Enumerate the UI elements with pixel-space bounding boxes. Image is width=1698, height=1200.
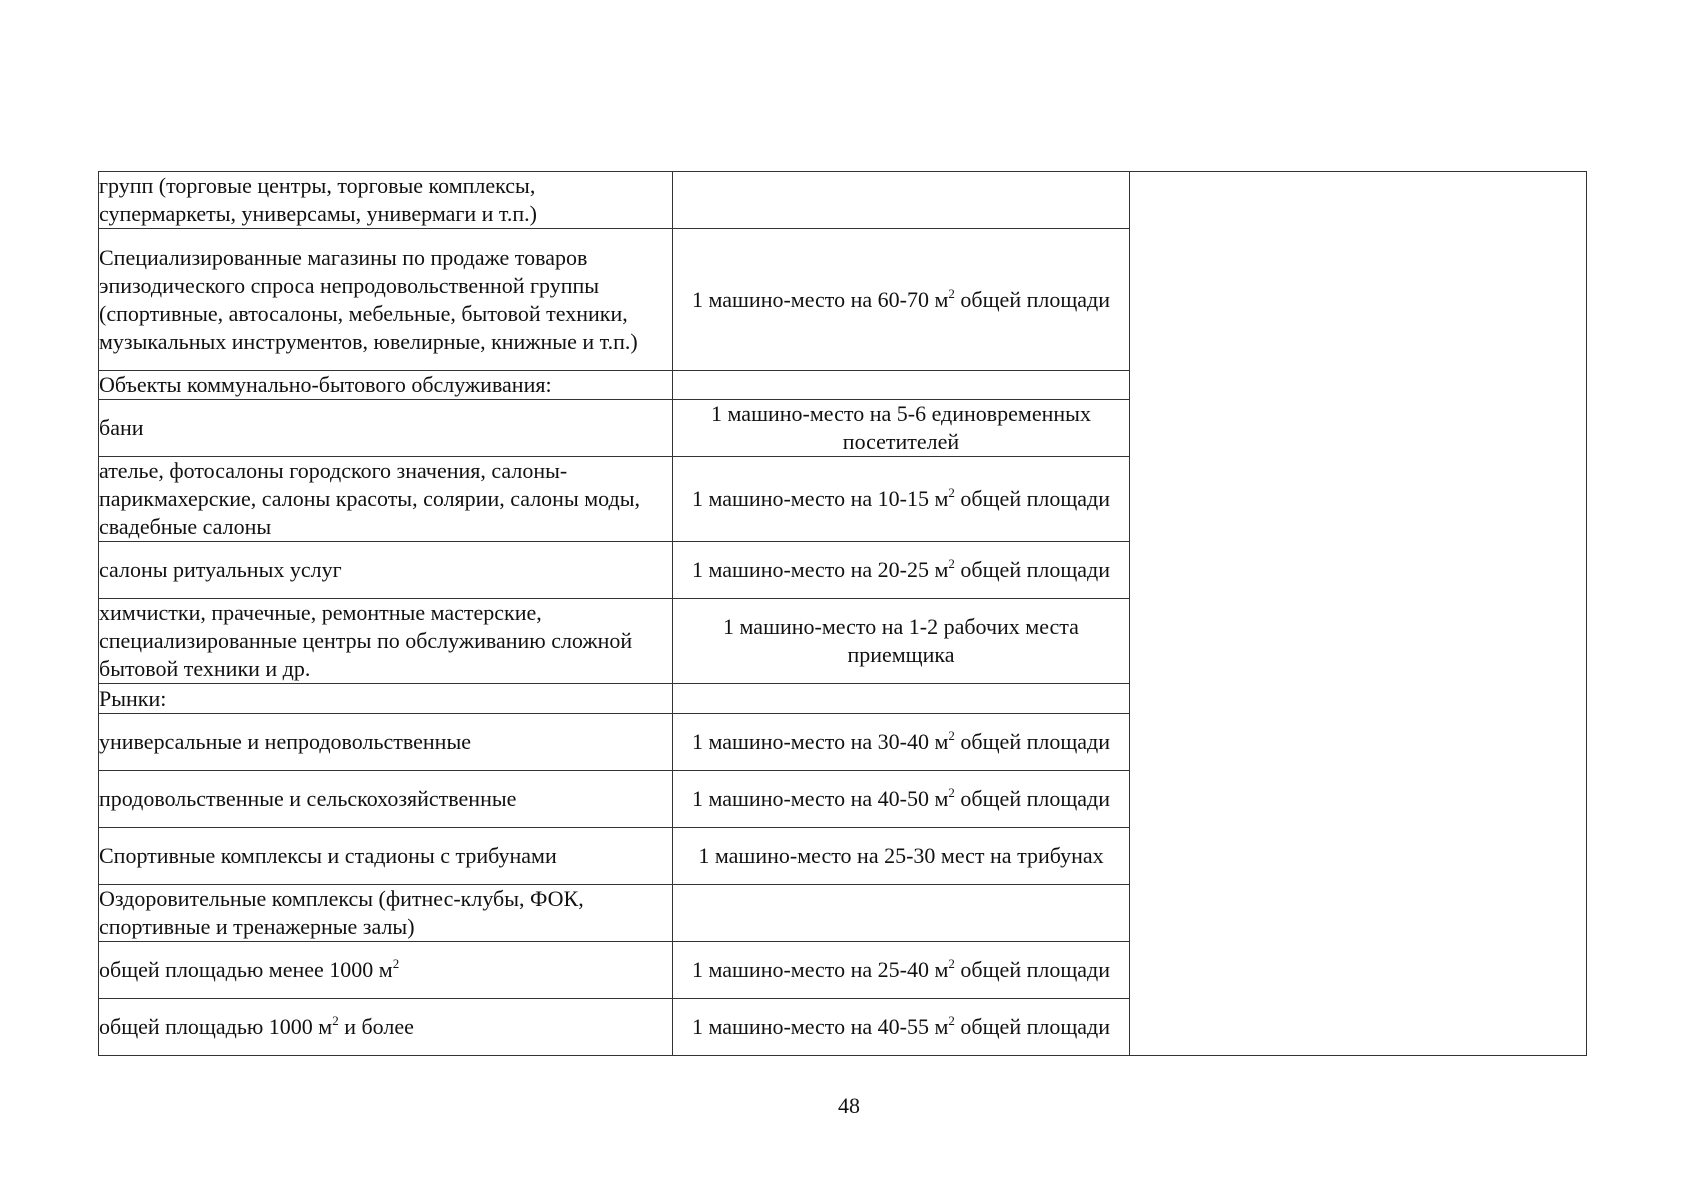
parking-norm-cell	[673, 684, 1130, 714]
object-type-cell: ателье, фотосалоны городского значения, салоны-парикмахерские, салоны красоты, солярии, салоны моды, свадебные салоны	[99, 457, 673, 542]
object-type-cell: Рынки:	[99, 684, 673, 714]
empty-notes-cell	[1130, 172, 1587, 1056]
object-type-cell: бани	[99, 400, 673, 457]
object-type-cell: салоны ритуальных услуг	[99, 542, 673, 599]
object-type-cell: химчистки, прачечные, ремонтные мастерские, специализированные центры по обслуживанию сложной бытовой техники и др.	[99, 599, 673, 684]
parking-norm-cell: 1 машино-место на 40-50 $м^2$ общей площади	[673, 771, 1130, 828]
object-type-cell: Оздоровительные комплексы (фитнес-клубы, ФОК, спортивные и тренажерные залы)	[99, 885, 673, 942]
parking-norm-cell	[673, 885, 1130, 942]
object-type-cell: общей площадью менее 1000 $м^2$	[99, 942, 673, 999]
object-type-cell: групп (торговые центры, торговые комплексы, супермаркеты, универсамы, универмаги и т.п.)	[99, 172, 673, 229]
table-body	[99, 172, 1587, 1056]
parking-norms-table	[98, 171, 1587, 1056]
parking-norm-cell: 1 машино-место на 1-2 рабочих места приемщика	[673, 599, 1130, 684]
table-row	[99, 172, 1587, 229]
parking-norm-cell	[673, 172, 1130, 229]
parking-norm-cell: 1 машино-место на 25-40 $м^2$ общей площади	[673, 942, 1130, 999]
parking-norm-cell: 1 машино-место на 5-6 единовременных посетителей	[673, 400, 1130, 457]
object-type-cell: Специализированные магазины по продаже товаров эпизодического спроса непродовольственной группы (спортивные, автосалоны, мебельные, бытовой техники, музыкальных инструментов, ювелирные, книжные и т.п.)	[99, 229, 673, 371]
object-type-cell: Объекты коммунально-бытового обслуживания:	[99, 371, 673, 400]
object-type-cell: Спортивные комплексы и стадионы с трибунами	[99, 828, 673, 885]
object-type-cell: продовольственные и сельскохозяйственные	[99, 771, 673, 828]
object-type-cell: универсальные и непродовольственные	[99, 714, 673, 771]
parking-norm-cell: 1 машино-место на 10-15 $м^2$ общей площади	[673, 457, 1130, 542]
parking-norm-cell: 1 машино-место на 60-70 $м^2$ общей площади	[673, 229, 1130, 371]
page-number: 48	[838, 1093, 860, 1118]
object-type-cell: общей площадью 1000 $м^2$ и более	[99, 999, 673, 1056]
parking-norm-cell: 1 машино-место на 20-25 $м^2$ общей площади	[673, 542, 1130, 599]
parking-norm-cell: 1 машино-место на 30-40 $м^2$ общей площади	[673, 714, 1130, 771]
parking-norm-cell: 1 машино-место на 25-30 мест на трибунах	[673, 828, 1130, 885]
parking-norm-cell: 1 машино-место на 40-55 $м^2$ общей площади	[673, 999, 1130, 1056]
parking-norm-cell	[673, 371, 1130, 400]
